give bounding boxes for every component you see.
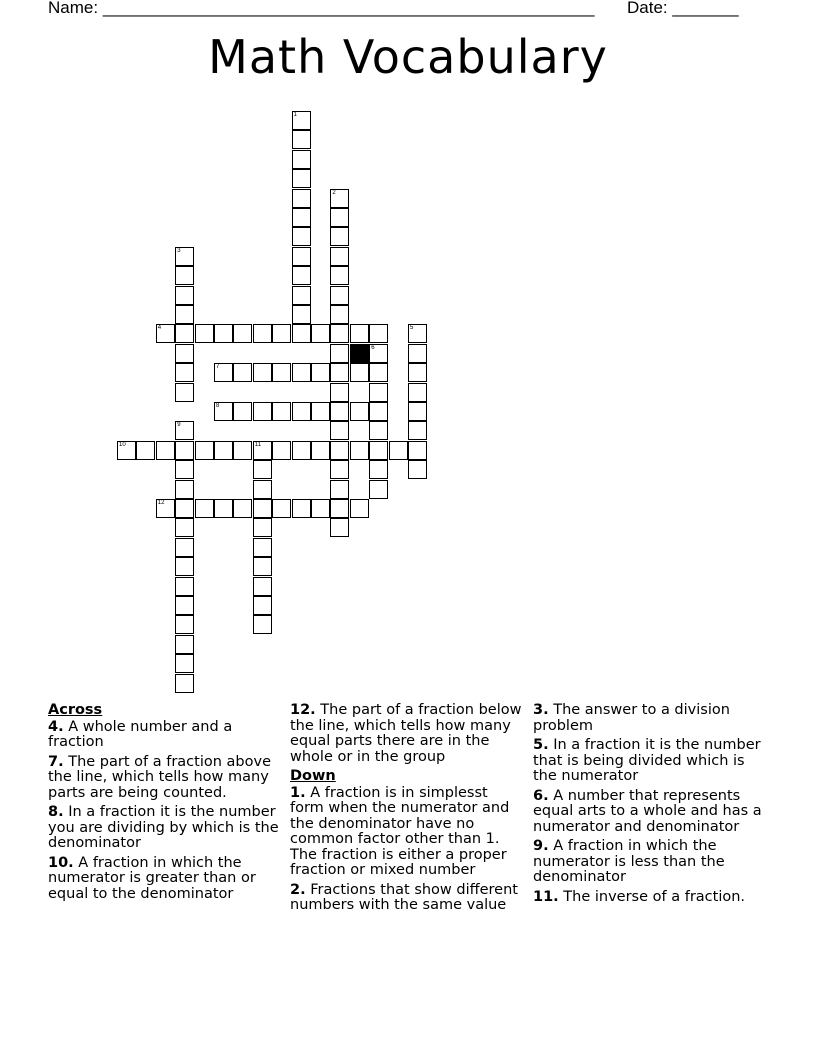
grid-cell[interactable] bbox=[369, 402, 388, 421]
clue-number: 1. bbox=[290, 784, 306, 801]
grid-cell[interactable] bbox=[175, 654, 194, 673]
grid-cell[interactable] bbox=[330, 460, 349, 479]
clues-column-3 bbox=[533, 703, 773, 909]
grid-cell[interactable] bbox=[136, 441, 155, 460]
grid-cell[interactable] bbox=[311, 441, 330, 460]
grid-cell[interactable] bbox=[330, 286, 349, 305]
clue-across-7 bbox=[48, 755, 284, 802]
grid-cell[interactable] bbox=[272, 441, 291, 460]
grid-cell[interactable] bbox=[175, 615, 194, 634]
grid-cell[interactable] bbox=[175, 480, 194, 499]
grid-cell[interactable] bbox=[175, 305, 194, 324]
grid-cell[interactable] bbox=[195, 324, 214, 343]
clue-text: Fractions that show different numbers with the same value bbox=[290, 881, 518, 913]
grid-cell[interactable] bbox=[253, 402, 272, 421]
grid-cell[interactable] bbox=[330, 363, 349, 382]
clue-number: 12. bbox=[290, 702, 316, 718]
grid-cell[interactable] bbox=[272, 324, 291, 343]
grid-cell[interactable] bbox=[175, 635, 194, 654]
grid-cell[interactable] bbox=[311, 402, 330, 421]
clue-text: The part of a fraction above the line, which tells how many parts are being counted. bbox=[48, 753, 271, 801]
grid-cell[interactable] bbox=[369, 344, 388, 363]
grid-cell[interactable] bbox=[214, 402, 233, 421]
grid-cell[interactable] bbox=[175, 499, 194, 518]
grid-cell[interactable] bbox=[330, 247, 349, 266]
cell-number: 8 bbox=[216, 403, 220, 409]
clue-text: A whole number and a fraction bbox=[48, 718, 233, 750]
clue-text: A fraction is in simplesst form when the numerator and the denominator have no common factor other than 1. The fraction is either a proper fraction or mixed number bbox=[290, 784, 510, 878]
grid-cell[interactable] bbox=[175, 596, 194, 615]
grid-cell[interactable] bbox=[330, 305, 349, 324]
clue-text: In a fraction it is the number that is being divided which is the numerator bbox=[533, 737, 761, 784]
clue-number: 2. bbox=[290, 881, 306, 898]
grid-cell[interactable] bbox=[330, 266, 349, 285]
clue-number: 4. bbox=[48, 718, 64, 735]
grid-cell[interactable] bbox=[175, 247, 194, 266]
grid-cell[interactable] bbox=[330, 421, 349, 440]
clue-down-6 bbox=[533, 789, 773, 836]
grid-cell[interactable] bbox=[408, 383, 427, 402]
grid-cell[interactable] bbox=[253, 441, 272, 460]
clue-down-11 bbox=[533, 890, 773, 906]
clue-number: 10. bbox=[48, 854, 74, 871]
across-heading: Across bbox=[48, 702, 103, 718]
grid-cell[interactable] bbox=[292, 363, 311, 382]
clue-down-2 bbox=[290, 883, 526, 914]
grid-cell[interactable] bbox=[175, 460, 194, 479]
grid-cell[interactable] bbox=[175, 383, 194, 402]
grid-cell[interactable] bbox=[369, 480, 388, 499]
clue-number: 11. bbox=[533, 888, 559, 905]
grid-cell[interactable] bbox=[292, 189, 311, 208]
clue-number: 8. bbox=[48, 804, 64, 820]
grid-cell[interactable] bbox=[330, 344, 349, 363]
grid-cell[interactable] bbox=[330, 227, 349, 246]
cell-number: 12 bbox=[157, 500, 165, 506]
clue-across-4 bbox=[48, 720, 284, 751]
grid-cell[interactable] bbox=[292, 441, 311, 460]
grid-cell[interactable] bbox=[369, 441, 388, 460]
grid-cell[interactable] bbox=[292, 286, 311, 305]
cell-number: 3 bbox=[177, 247, 181, 254]
grid-cell[interactable] bbox=[330, 518, 349, 537]
grid-cell[interactable] bbox=[330, 441, 349, 460]
grid-cell[interactable] bbox=[408, 460, 427, 479]
grid-cell[interactable] bbox=[311, 324, 330, 343]
grid-cell[interactable] bbox=[408, 402, 427, 421]
grid-cell[interactable] bbox=[330, 189, 349, 208]
grid-cell[interactable] bbox=[292, 150, 311, 169]
grid-cell[interactable] bbox=[175, 577, 194, 596]
clue-text: The answer to a division problem bbox=[533, 702, 730, 734]
grid-cell[interactable] bbox=[408, 324, 427, 343]
clues-column-2 bbox=[290, 703, 526, 918]
grid-cell[interactable] bbox=[330, 324, 349, 343]
grid-cell[interactable] bbox=[214, 441, 233, 460]
grid-cell[interactable] bbox=[389, 441, 408, 460]
clue-down-3 bbox=[533, 703, 773, 734]
clue-number: 5. bbox=[533, 737, 549, 753]
grid-cell[interactable] bbox=[272, 363, 291, 382]
cell-number: 1 bbox=[293, 112, 297, 118]
grid-cell[interactable] bbox=[253, 363, 272, 382]
grid-cell[interactable] bbox=[214, 324, 233, 343]
grid-cell[interactable] bbox=[350, 324, 369, 343]
clue-text: A fraction in which the numerator is greater than or equal to the denominator bbox=[48, 854, 256, 902]
grid-cell[interactable] bbox=[330, 208, 349, 227]
grid-cell[interactable] bbox=[292, 305, 311, 324]
grid-cell[interactable] bbox=[292, 130, 311, 149]
page-title: Math Vocabulary bbox=[208, 30, 608, 84]
grid-cell[interactable] bbox=[175, 266, 194, 285]
grid-cell[interactable] bbox=[350, 499, 369, 518]
clue-text: A fraction in which the numerator is less than the denominator bbox=[533, 838, 725, 885]
clue-text: The part of a fraction below the line, which tells how many equal parts there are in the whole or in the group bbox=[290, 702, 522, 765]
grid-cell[interactable] bbox=[330, 383, 349, 402]
grid-cell[interactable] bbox=[350, 441, 369, 460]
grid-cell[interactable] bbox=[292, 266, 311, 285]
grid-cell[interactable] bbox=[330, 499, 349, 518]
grid-cell[interactable] bbox=[156, 441, 175, 460]
grid-cell[interactable] bbox=[369, 460, 388, 479]
grid-cell[interactable] bbox=[292, 247, 311, 266]
grid-cell[interactable] bbox=[369, 324, 388, 343]
grid-cell[interactable] bbox=[350, 363, 369, 382]
grid-cell[interactable] bbox=[156, 324, 175, 343]
grid-cell[interactable] bbox=[253, 518, 272, 537]
name-line[interactable]: ____________________________________________________ bbox=[102, 0, 595, 17]
grid-cell[interactable] bbox=[350, 402, 369, 421]
grid-cell[interactable] bbox=[330, 480, 349, 499]
cell-number: 10 bbox=[119, 441, 126, 448]
clue-number: 3. bbox=[533, 702, 549, 718]
grid-cell[interactable] bbox=[233, 324, 252, 343]
grid-cell[interactable] bbox=[253, 499, 272, 518]
grid-cell[interactable] bbox=[233, 441, 252, 460]
cell-number: 11 bbox=[254, 441, 262, 448]
grid-cell[interactable] bbox=[311, 499, 330, 518]
grid-cell[interactable] bbox=[369, 363, 388, 382]
clue-text: In a fraction it is the number you are dividing by which is the denominator bbox=[48, 804, 279, 851]
grid-cell[interactable] bbox=[408, 441, 427, 460]
grid-cell[interactable] bbox=[117, 441, 136, 460]
grid-cell[interactable] bbox=[253, 596, 272, 615]
grid-cell[interactable] bbox=[253, 324, 272, 343]
grid-cell[interactable] bbox=[175, 421, 194, 440]
clues-column-1 bbox=[48, 703, 284, 906]
grid-cell[interactable] bbox=[175, 441, 194, 460]
clue-number: 9. bbox=[533, 838, 549, 854]
grid-cell[interactable] bbox=[214, 499, 233, 518]
grid-cell[interactable] bbox=[253, 538, 272, 557]
clue-across-12 bbox=[290, 703, 526, 765]
date-line[interactable]: _______ bbox=[672, 0, 739, 17]
cell-number: 9 bbox=[177, 422, 181, 429]
clue-text: The inverse of a fraction. bbox=[558, 888, 746, 905]
clue-text: A number that represents equal arts to a whole and has a numerator and denominator bbox=[533, 787, 762, 835]
clue-down-5 bbox=[533, 738, 773, 785]
grid-cell[interactable] bbox=[253, 460, 272, 479]
grid-cell[interactable] bbox=[292, 208, 311, 227]
grid-cell[interactable] bbox=[408, 344, 427, 363]
cell-number: 2 bbox=[332, 189, 336, 196]
grid-cell[interactable] bbox=[408, 363, 427, 382]
grid-cell[interactable] bbox=[233, 499, 252, 518]
grid-cell[interactable] bbox=[253, 480, 272, 499]
grid-cell[interactable] bbox=[369, 383, 388, 402]
grid-cell[interactable] bbox=[330, 402, 349, 421]
grid-cell[interactable] bbox=[408, 421, 427, 440]
grid-cell[interactable] bbox=[175, 324, 194, 343]
grid-cell[interactable] bbox=[175, 674, 194, 693]
grid-cell[interactable] bbox=[156, 499, 175, 518]
blocked-cell bbox=[350, 344, 369, 363]
grid-cell[interactable] bbox=[195, 441, 214, 460]
down-heading: Down bbox=[290, 768, 336, 784]
grid-cell[interactable] bbox=[214, 363, 233, 382]
grid-cell[interactable] bbox=[272, 402, 291, 421]
grid-cell[interactable] bbox=[195, 499, 214, 518]
grid-cell[interactable] bbox=[292, 169, 311, 188]
grid-cell[interactable] bbox=[175, 518, 194, 537]
grid-cell[interactable] bbox=[175, 363, 194, 382]
grid-cell[interactable] bbox=[292, 499, 311, 518]
cell-number: 5 bbox=[410, 325, 414, 332]
grid-cell[interactable] bbox=[292, 324, 311, 343]
grid-cell[interactable] bbox=[175, 557, 194, 576]
grid-cell[interactable] bbox=[272, 499, 291, 518]
cell-number: 6 bbox=[371, 344, 375, 351]
grid-cell[interactable] bbox=[292, 111, 311, 130]
name-label: Name: bbox=[48, 0, 99, 17]
date-label: Date: bbox=[627, 0, 668, 17]
grid-cell[interactable] bbox=[369, 421, 388, 440]
grid-cell[interactable] bbox=[292, 227, 311, 246]
clue-down-1 bbox=[290, 786, 526, 879]
grid-cell[interactable] bbox=[311, 363, 330, 382]
grid-cell[interactable] bbox=[253, 577, 272, 596]
grid-cell[interactable] bbox=[175, 538, 194, 557]
clue-across-10 bbox=[48, 856, 284, 903]
grid-cell[interactable] bbox=[292, 402, 311, 421]
grid-cell[interactable] bbox=[233, 402, 252, 421]
grid-cell[interactable] bbox=[233, 363, 252, 382]
clue-number: 6. bbox=[533, 787, 549, 804]
clue-down-9 bbox=[533, 839, 773, 886]
grid-cell[interactable] bbox=[253, 615, 272, 634]
clue-across-8 bbox=[48, 805, 284, 852]
grid-cell[interactable] bbox=[253, 557, 272, 576]
cell-number: 4 bbox=[157, 325, 162, 332]
grid-cell[interactable] bbox=[175, 344, 194, 363]
grid-cell[interactable] bbox=[175, 286, 194, 305]
cell-number: 7 bbox=[216, 364, 220, 371]
clue-number: 7. bbox=[48, 753, 64, 770]
